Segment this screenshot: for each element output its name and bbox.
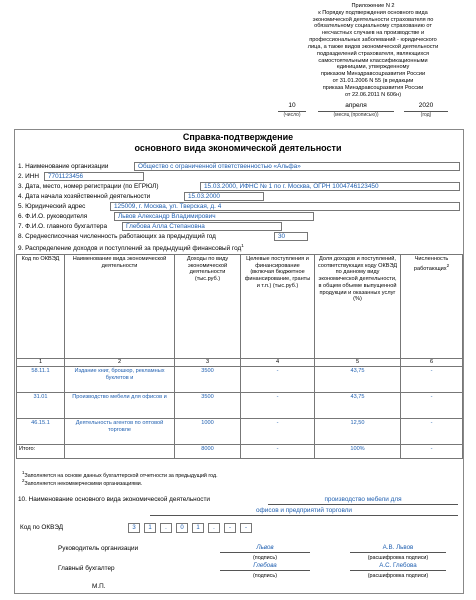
target-receipts-cell[interactable]: -	[241, 367, 315, 393]
column-number: 2	[65, 359, 175, 367]
organization-name-field[interactable]: Общество с ограниченной ответственностью «Альфа»	[134, 162, 460, 171]
section-10-label: 10. Наименование основного вида экономической деятельности	[18, 496, 210, 503]
appendix-line: от 22.06.2011 N 606н)	[344, 91, 402, 98]
appendix-line: к Порядку подтверждения основного вида	[318, 9, 428, 16]
field-9-text: 9. Распределение доходов и поступлений за предыдущий финансовый год	[18, 245, 242, 253]
appendix-line: самостоятельными классификационными	[318, 57, 428, 64]
column-number-row	[17, 359, 463, 367]
okved-digit[interactable]: -	[224, 523, 236, 533]
okved-digit[interactable]: 3	[128, 523, 140, 533]
header-income: Доходы по виду экономической деятельности (тыс.руб.)	[175, 255, 241, 359]
income-cell[interactable]: 1000	[175, 419, 241, 445]
table-row	[17, 419, 463, 445]
field-6-label: 6. Ф.И.О. руководителя	[18, 213, 88, 220]
activity-name-cell[interactable]: Издание книг, брошюр, рекламных буклетов и	[65, 367, 175, 393]
footnote-marker: 1	[22, 470, 25, 475]
table-header-row	[17, 255, 463, 359]
header-okved-code: Код по ОКВЭД	[17, 255, 65, 359]
appendix-header	[278, 3, 468, 98]
appendix-line: обязательному социальному страхованию от	[314, 23, 432, 30]
activity-name-cell[interactable]: Производство мебели для офисов и	[65, 393, 175, 419]
share-cell[interactable]: 43,75	[315, 367, 401, 393]
header-activity-name: Наименование вида экономической деятельности	[65, 255, 175, 359]
accountant-name-caption: (расшифровка подписи)	[367, 573, 429, 579]
appendix-line: несчастных случаев на производстве и	[321, 30, 425, 37]
accountant-name-field[interactable]: Глебова Алла Степановна	[122, 222, 282, 231]
okved-code-cell[interactable]: 58.11.1	[17, 367, 65, 393]
head-signature-caption: (подпись)	[253, 555, 277, 561]
date-row	[0, 102, 476, 124]
okved-code-boxes	[128, 523, 278, 534]
field-2-label: 2. ИНН	[18, 173, 39, 180]
column-number: 3	[175, 359, 241, 367]
column-number: 5	[315, 359, 401, 367]
total-row	[17, 445, 463, 459]
okved-digit[interactable]: 1	[144, 523, 156, 533]
column-number: 1	[17, 359, 65, 367]
footnote-text: Заполняется некоммерческими организациями.	[24, 480, 143, 487]
field-4-label: 4. Дата начала хозяйственной деятельности	[18, 193, 151, 200]
footnote-text: Заполняется на основе данных бухгалтерской отчетности за предыдущий год.	[24, 472, 218, 479]
field-8-label: 8. Среднесписочная численность работающих за предыдущий год	[18, 233, 216, 240]
footnote-marker: 2	[22, 478, 25, 483]
footnote-ref: 1	[241, 243, 244, 248]
total-share-cell[interactable]: 100%	[315, 445, 401, 459]
okved-code-cell[interactable]: 46.15.1	[17, 419, 65, 445]
total-income-cell[interactable]: 8000	[175, 445, 241, 459]
date-day[interactable]: 10	[278, 102, 306, 112]
staff-cell[interactable]: -	[401, 367, 463, 393]
appendix-line: от 31.01.2006 N 55 (в редакции	[332, 77, 414, 84]
head-name-caption: (расшифровка подписи)	[367, 555, 429, 561]
income-cell[interactable]: 3500	[175, 367, 241, 393]
accountant-signature-field[interactable]: Глебова	[220, 562, 310, 571]
header-target-receipts: Целевые поступления и финансирование (включая бюджетное финансирование, гранты и т.п.) (тыс.руб.)	[241, 255, 315, 359]
total-empty-cell	[65, 445, 175, 459]
share-cell[interactable]: 12,50	[315, 419, 401, 445]
okved-digit[interactable]: -	[240, 523, 252, 533]
accountant-signature-caption: (подпись)	[253, 573, 277, 579]
target-receipts-cell[interactable]: -	[241, 393, 315, 419]
table-row	[17, 367, 463, 393]
header-share: Доля доходов и поступлений, соответствующих коду ОКВЭД по данному виду экономической деятельности, в общем объеме выпущенной продукции и оказанных услуг (%)	[315, 255, 401, 359]
director-name-field[interactable]: Львов Александр Владимирович	[114, 212, 314, 221]
header-staff	[401, 255, 463, 359]
header-staff-text: Численность работающих	[413, 256, 449, 272]
date-month[interactable]: апреля	[318, 102, 394, 112]
date-year-caption: (год)	[420, 112, 432, 118]
staff-count-field[interactable]: 30	[274, 232, 308, 241]
column-number: 6	[401, 359, 463, 367]
appendix-line: Приложение N 2	[351, 3, 395, 9]
main-activity-field-line2[interactable]: офисов и предприятий торговли	[150, 507, 458, 516]
date-year[interactable]: 2020	[404, 102, 448, 112]
stamp-place-label: М.П.	[92, 583, 106, 590]
accountant-name-field[interactable]: А.С. Глебова	[350, 562, 446, 571]
activity-name-cell[interactable]: Деятельность агентов по оптовой торговле	[65, 419, 175, 445]
main-activity-field-line1[interactable]: производство мебели для	[268, 496, 458, 505]
field-5-label: 5. Юридический адрес	[18, 203, 86, 210]
target-receipts-cell[interactable]: -	[241, 419, 315, 445]
inn-field[interactable]: 7701123456	[44, 172, 144, 181]
table-row	[17, 393, 463, 419]
head-label: Руководитель организации	[58, 545, 139, 552]
date-month-caption: (месяц (прописью))	[333, 112, 379, 118]
appendix-line: экономической деятельности страхователя по	[312, 16, 434, 23]
okved-digit[interactable]: 0	[176, 523, 188, 533]
appendix-line: приказом Минздравсоцразвития России	[320, 71, 426, 78]
appendix-line: лица, а также видов экономической деятельности	[307, 43, 439, 50]
staff-cell[interactable]: -	[401, 419, 463, 445]
income-distribution-table	[16, 254, 463, 459]
legal-address-field[interactable]: 125009, г. Москва, ул. Тверская, д. 4	[110, 202, 460, 211]
footnote-ref: 2	[446, 262, 450, 268]
head-signature-field[interactable]: Львов	[220, 544, 310, 553]
field-7-label: 7. Ф.И.О. главного бухгалтера	[18, 223, 108, 230]
field-9-label	[18, 243, 244, 252]
staff-cell[interactable]: -	[401, 393, 463, 419]
income-cell[interactable]: 3500	[175, 393, 241, 419]
okved-code-cell[interactable]: 31.01	[17, 393, 65, 419]
head-name-field[interactable]: А.В. Львов	[350, 544, 446, 553]
appendix-line: приказа Минздравсоцразвития России	[322, 84, 424, 91]
total-label: Итого:	[17, 445, 65, 459]
document-title	[0, 132, 476, 154]
okved-digit[interactable]: 1	[192, 523, 204, 533]
field-1-label: 1. Наименование организации	[18, 163, 109, 170]
okved-label: Код по ОКВЭД	[20, 524, 64, 531]
field-3-label: 3. Дата, место, номер регистрации (по ЕГРЮЛ)	[18, 183, 159, 190]
title-line-1: Справка-подтверждение	[182, 132, 294, 142]
date-day-caption: (число)	[283, 112, 301, 118]
footnote-2	[22, 478, 142, 487]
accountant-label: Главный бухгалтер	[58, 565, 115, 572]
total-staff-cell[interactable]: -	[401, 445, 463, 459]
start-date-field[interactable]: 15.03.2000	[184, 192, 264, 201]
column-number: 4	[241, 359, 315, 367]
appendix-line: подразделений страхователя, являющихся	[316, 50, 430, 57]
total-target-cell[interactable]: -	[241, 445, 315, 459]
okved-digit[interactable]: .	[208, 523, 220, 533]
okved-digit[interactable]: .	[160, 523, 172, 533]
title-line-2: основного вида экономической деятельности	[134, 142, 342, 153]
registration-field[interactable]: 15.03.2000, ИФНС № 1 по г. Москва, ОГРН 1004746123450	[200, 182, 460, 191]
appendix-line: единицами, утвержденному	[336, 64, 410, 71]
share-cell[interactable]: 43,75	[315, 393, 401, 419]
appendix-line: профессиональных заболеваний - юридического	[309, 37, 437, 44]
